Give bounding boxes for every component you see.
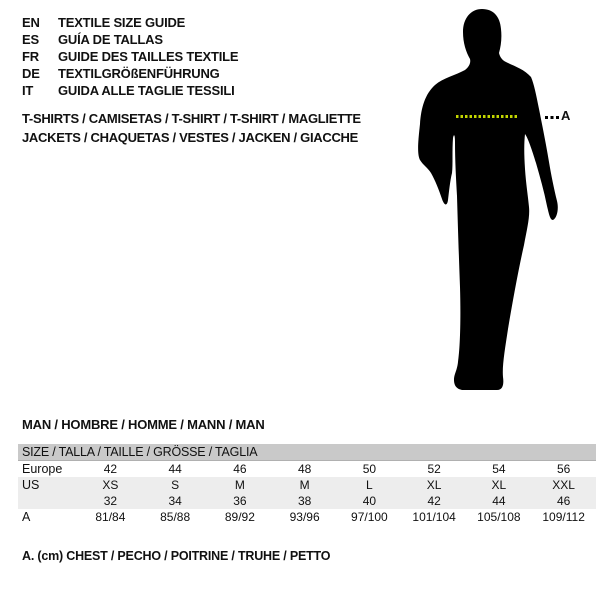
language-code: ES bbox=[22, 32, 39, 47]
language-code: EN bbox=[22, 15, 40, 30]
language-label: GUIDE DES TAILLES TEXTILE bbox=[58, 49, 239, 64]
language-label: GUÍA DE TALLAS bbox=[58, 32, 163, 47]
table-cell: 54 bbox=[492, 462, 506, 476]
row-label: A bbox=[22, 510, 31, 524]
table-cell: 93/96 bbox=[289, 510, 320, 524]
language-label: TEXTILE SIZE GUIDE bbox=[58, 15, 186, 30]
table-cell: 34 bbox=[168, 494, 182, 508]
garment-categories bbox=[22, 109, 361, 147]
language-row-en bbox=[22, 14, 238, 31]
language-row-de bbox=[22, 65, 238, 82]
category-line-tshirts: T-SHIRTS / CAMISETAS / T-SHIRT / T-SHIRT / MAGLIETTE bbox=[22, 111, 361, 126]
language-label: TEXTILGRÖßENFÜHRUNG bbox=[58, 66, 220, 81]
table-row-numeric bbox=[18, 493, 596, 509]
table-cell: 56 bbox=[556, 462, 571, 476]
table-cell: 40 bbox=[362, 494, 377, 508]
measure-label-a: A bbox=[561, 108, 571, 123]
table-cell: 52 bbox=[427, 462, 441, 476]
table-cell: 38 bbox=[297, 494, 312, 508]
table-cell: 48 bbox=[297, 462, 312, 476]
language-code: FR bbox=[22, 49, 39, 64]
table-cell: 46 bbox=[233, 462, 247, 476]
row-label: US bbox=[22, 478, 40, 492]
language-row-fr bbox=[22, 48, 238, 65]
table-cell: M bbox=[299, 478, 310, 492]
table-row-us bbox=[18, 477, 596, 493]
measurement-footnote: A. (cm) CHEST / PECHO / POITRINE / TRUHE / PETTO bbox=[22, 549, 331, 563]
table-cell: 97/100 bbox=[351, 510, 388, 524]
table-cell: 81/84 bbox=[95, 510, 126, 524]
table-cell: XL bbox=[491, 478, 507, 492]
category-line-jackets: JACKETS / CHAQUETAS / VESTES / JACKEN / GIACCHE bbox=[22, 130, 358, 145]
table-cell: 50 bbox=[362, 462, 377, 476]
language-code: DE bbox=[22, 66, 40, 81]
table-cell: XL bbox=[426, 478, 442, 492]
language-row-it bbox=[22, 82, 238, 99]
table-cell: L bbox=[366, 478, 373, 492]
table-cell: 89/92 bbox=[224, 510, 255, 524]
table-cell: 42 bbox=[427, 494, 441, 508]
table-cell: 105/108 bbox=[477, 510, 521, 524]
table-cell: 101/104 bbox=[412, 510, 456, 524]
table-row-europe bbox=[18, 461, 596, 477]
table-cell: 36 bbox=[233, 494, 247, 508]
table-cell: S bbox=[171, 478, 180, 492]
table-cell: XS bbox=[102, 478, 119, 492]
man-silhouette-icon bbox=[412, 5, 572, 395]
table-cell: 44 bbox=[168, 462, 182, 476]
table-cell: 85/88 bbox=[160, 510, 191, 524]
section-title-man: MAN / HOMBRE / HOMME / MANN / MAN bbox=[22, 417, 265, 432]
table-cell: XXL bbox=[552, 478, 575, 492]
language-row-es bbox=[22, 31, 238, 48]
row-label bbox=[18, 493, 78, 509]
language-code: IT bbox=[22, 83, 34, 98]
table-cell: 44 bbox=[492, 494, 506, 508]
man-silhouette-figure bbox=[412, 5, 597, 397]
size-table-header: SIZE / TALLA / TAILLE / GRÖSSE / TAGLIA bbox=[18, 444, 596, 461]
size-table bbox=[18, 444, 596, 525]
table-cell: 109/112 bbox=[542, 510, 585, 524]
table-cell: M bbox=[234, 478, 245, 492]
row-label: Europe bbox=[22, 462, 63, 476]
chest-measure-dashed-line bbox=[456, 115, 518, 118]
table-cell: 32 bbox=[103, 494, 118, 508]
measure-leader-dashes bbox=[545, 116, 561, 119]
language-guide-list bbox=[22, 14, 238, 99]
table-row-chest-a bbox=[18, 509, 596, 525]
table-cell: 46 bbox=[556, 494, 571, 508]
table-cell: 42 bbox=[103, 462, 118, 476]
language-label: GUIDA ALLE TAGLIE TESSILI bbox=[58, 83, 235, 98]
